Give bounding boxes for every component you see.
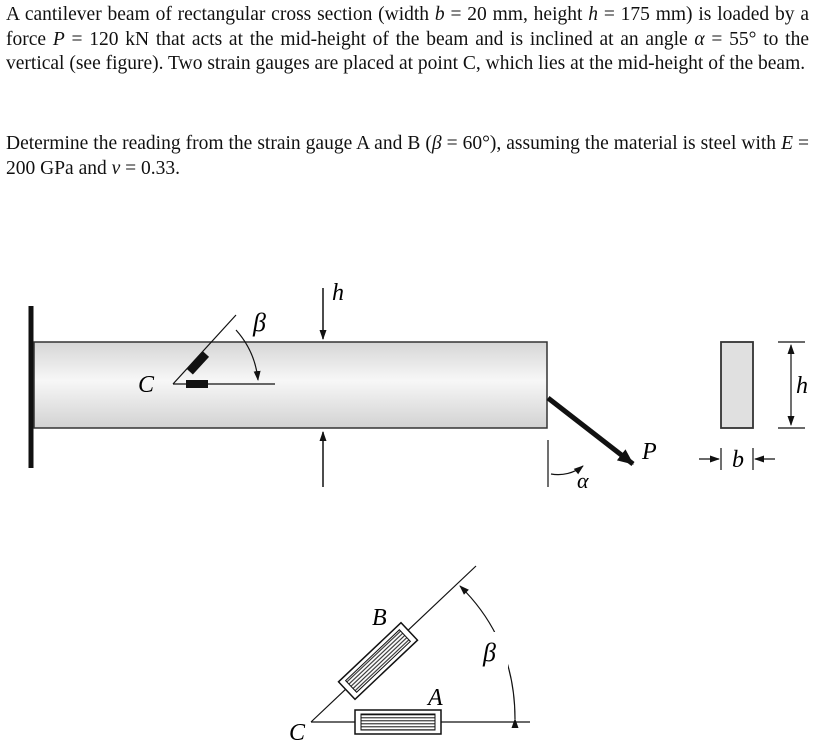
beta-label-detail: β [483,638,496,667]
var-P: P [52,28,65,50]
var-nu: ν [111,157,121,179]
gauge-detail-group [289,566,530,744]
p1-text-5: = 55° to the vertical (see figure). Two strain gauges are placed at point C, which lies at the mid-height of the beam. [6,28,809,74]
gauge-A-grid [361,714,435,730]
cantilever-beam [34,342,547,428]
B-label: B [372,605,387,631]
var-h: h [588,4,598,25]
p2-text-2: = 60°), assuming the material is steel with [441,133,782,154]
h-label-top: h [332,280,344,306]
var-alpha: α [694,28,705,50]
var-beta: β [431,133,442,154]
A-label: A [428,685,443,711]
alpha-label: α [577,468,589,493]
p1-text-3: = 175 mm) is loaded by a force [6,4,809,50]
gauge-B-grid [346,630,411,692]
b-label: b [732,447,744,473]
beta-label-small: β [253,308,266,337]
p1-text-2: = 20 mm, height [444,4,589,25]
var-b: b [434,4,445,25]
p2-text-3: = 200 GPa and [6,133,809,179]
C-label-detail: C [289,720,306,744]
C-label-beam: C [138,372,155,398]
h-label-section: h [796,373,808,399]
p2-text-4: = 0.33. [120,157,181,179]
p1-text-4: = 120 kN that acts at the mid-height of the beam and is inclined at an angle [64,28,695,50]
p2-text-1: Determine the reading from the strain gauge A and B ( [6,133,432,154]
P-label: P [642,439,657,465]
gauge-A-small [186,380,208,388]
var-E: E [781,133,793,154]
p1-text-1: A cantilever beam of rectangular cross section (width [6,4,435,25]
cross-section [721,342,753,428]
force-P-arrow [548,398,633,464]
